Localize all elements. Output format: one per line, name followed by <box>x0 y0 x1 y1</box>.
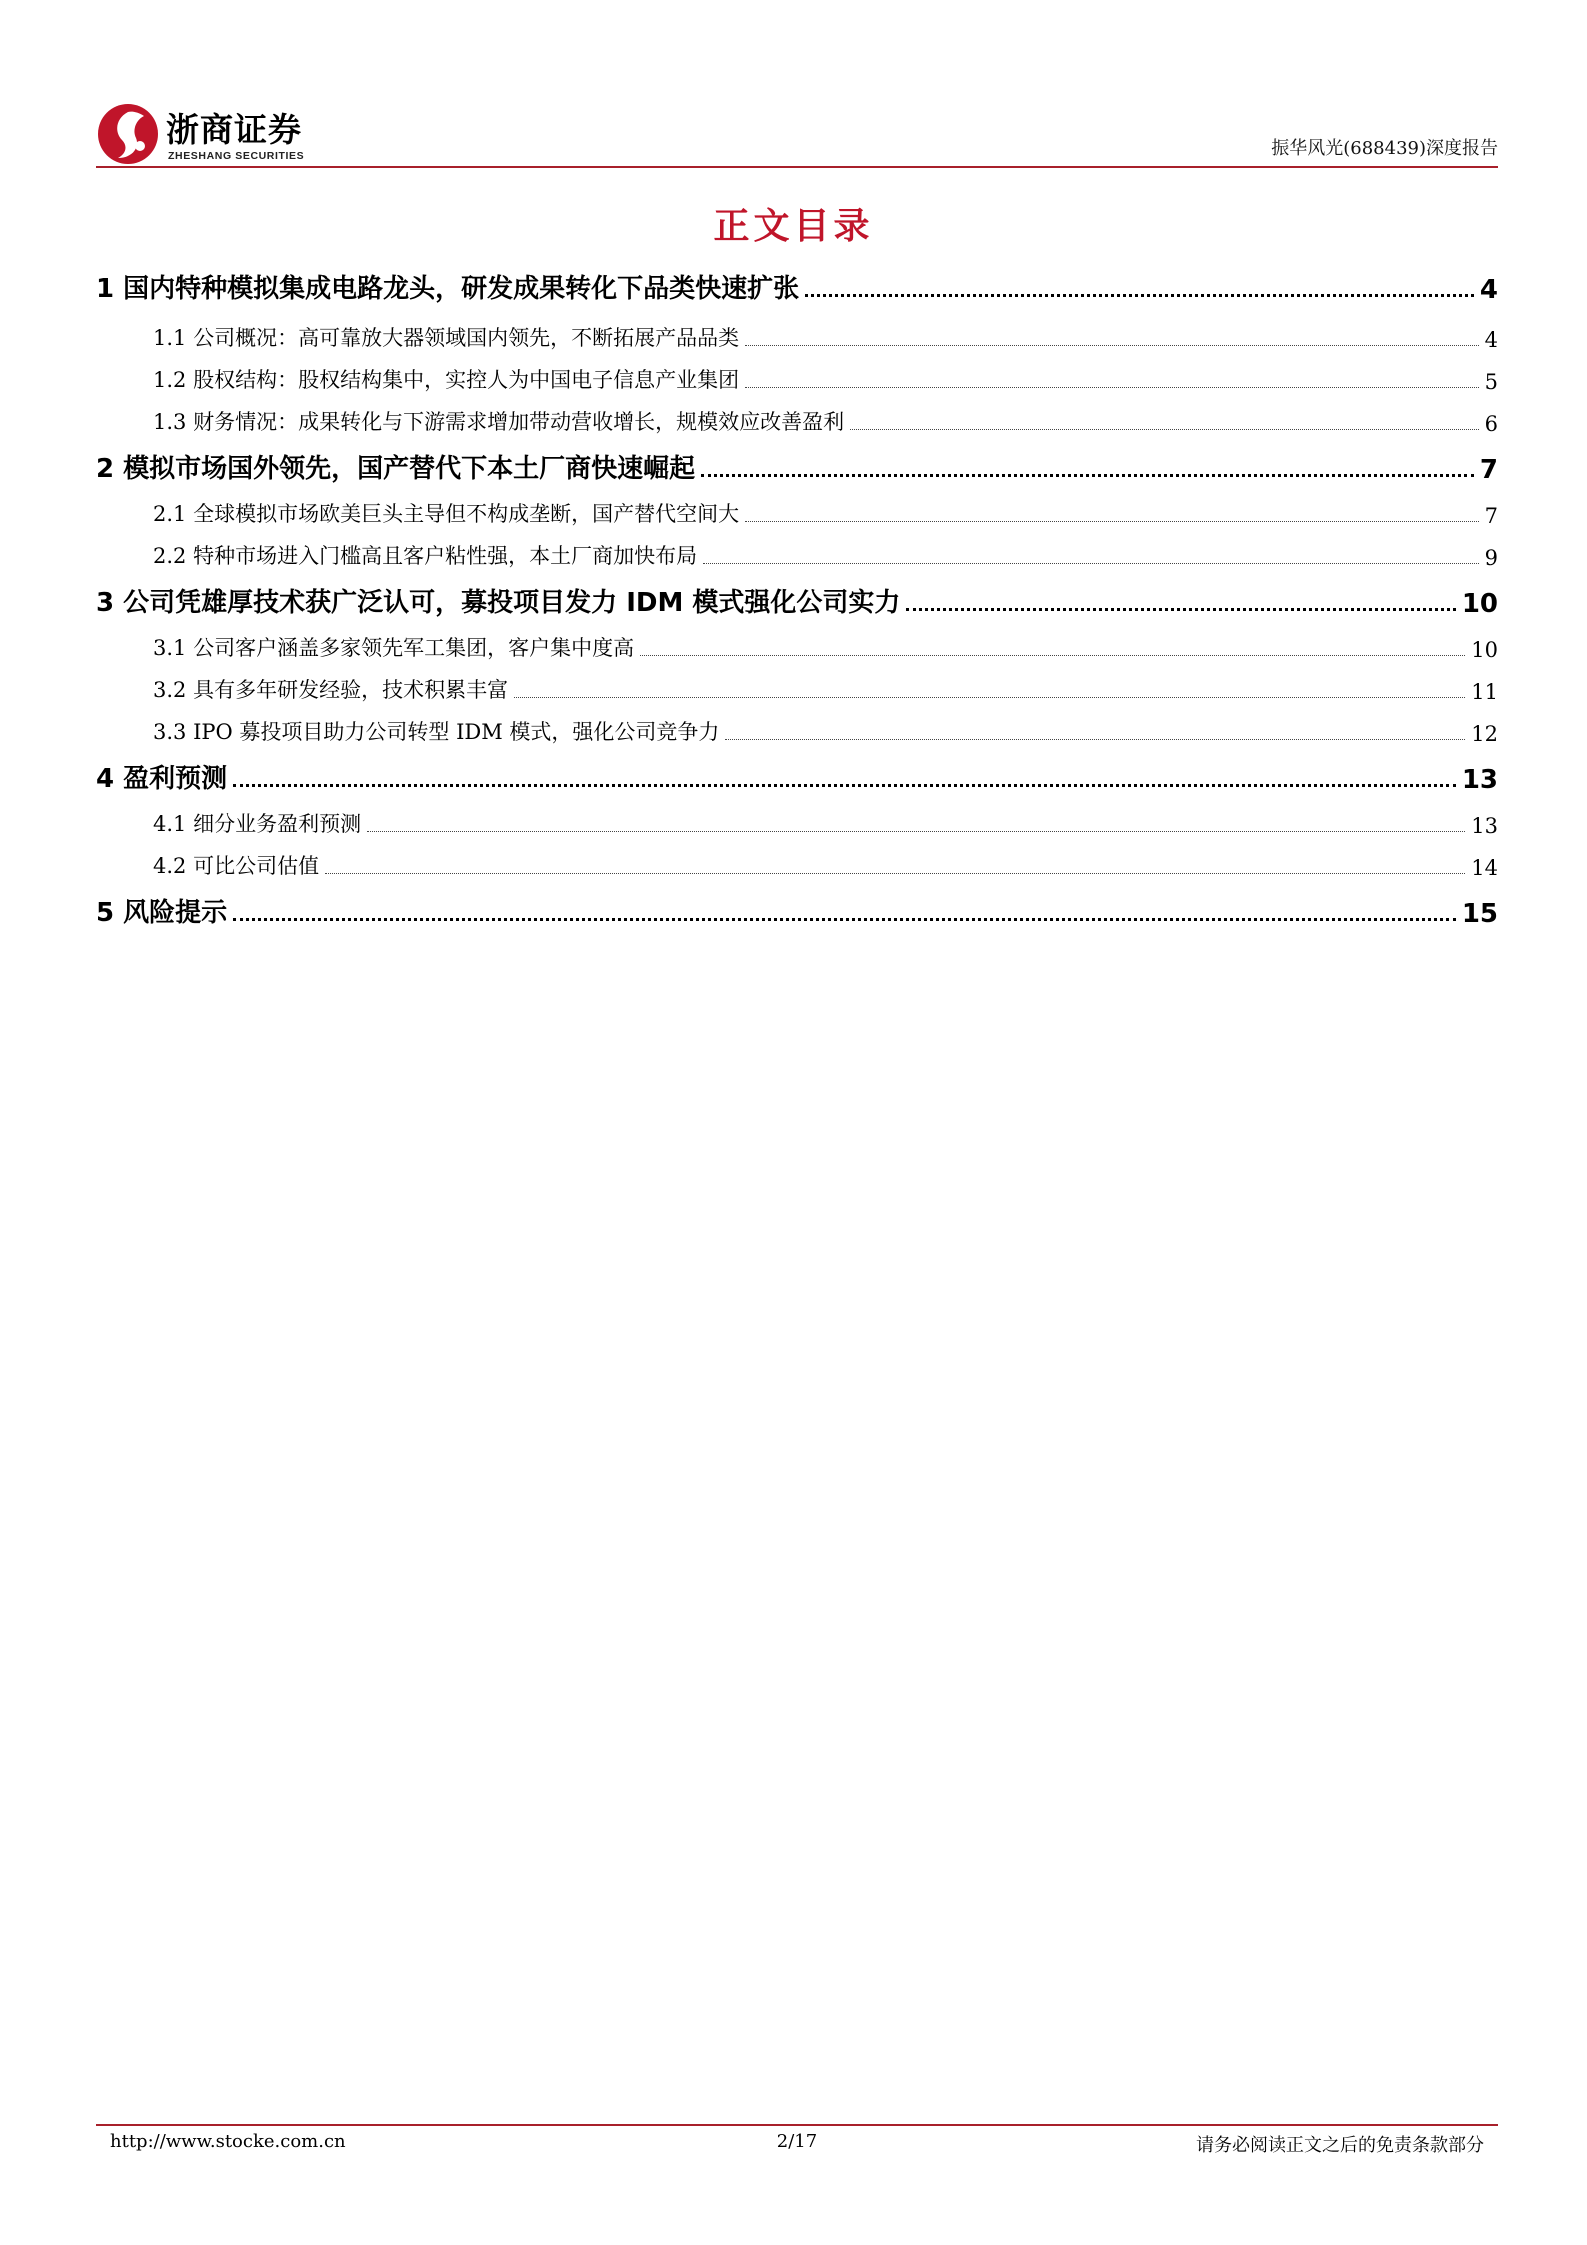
toc-entry-1-2[interactable] <box>96 364 1498 394</box>
footer-disclaimer: 请务必阅读正文之后的免责条款部分 <box>1196 2135 1484 2156</box>
toc-leader-dots <box>906 607 1455 611</box>
toc-entry-2[interactable] <box>96 448 1498 485</box>
toc-entry-page: 6 <box>1484 412 1498 436</box>
toc-entry-page: 12 <box>1471 722 1498 746</box>
toc-entry-5[interactable] <box>96 892 1498 929</box>
toc-entry-4[interactable] <box>96 758 1498 795</box>
toc-title: 正文目录 <box>713 206 874 247</box>
toc-leader-dots <box>703 562 1479 564</box>
toc-entry-2-1[interactable] <box>96 498 1498 528</box>
toc-leader-dots <box>725 738 1465 740</box>
toc-leader-dots <box>367 830 1465 832</box>
toc-entry-page: 15 <box>1461 899 1498 929</box>
toc-entry-page: 7 <box>1484 504 1498 528</box>
page-number: 2/17 <box>776 2131 818 2152</box>
toc-entry-label: 2 模拟市场国外领先，国产替代下本土厂商快速崛起 <box>96 454 696 484</box>
toc-entry-label: 5 风险提示 <box>96 898 228 928</box>
company-logo <box>96 98 336 170</box>
logo-english-name: ZHESHANG SECURITIES <box>168 150 305 162</box>
toc-entry-label: 1.3 财务情况：成果转化与下游需求增加带动营收增长，规模效应改善盈利 <box>153 410 845 434</box>
toc-leader-dots <box>233 783 1456 787</box>
toc-entry-page: 5 <box>1484 370 1498 394</box>
toc-entry-label: 3.2 具有多年研发经验，技术积累丰富 <box>153 678 509 702</box>
toc-entry-page: 10 <box>1471 638 1498 662</box>
toc-entry-1-3[interactable] <box>96 406 1498 436</box>
toc-entry-page: 13 <box>1461 765 1498 795</box>
header-divider <box>96 166 1498 168</box>
toc-entry-1-1[interactable] <box>96 322 1498 352</box>
toc-entry-label: 1.1 公司概况：高可靠放大器领域国内领先，不断拓展产品品类 <box>153 326 740 350</box>
toc-entry-page: 9 <box>1484 546 1498 570</box>
toc-entry-page: 14 <box>1471 856 1498 880</box>
toc-entry-3-1[interactable] <box>96 632 1498 662</box>
toc-entry-label: 2.1 全球模拟市场欧美巨头主导但不构成垄断，国产替代空间大 <box>153 502 740 526</box>
toc-entry-label: 3.3 IPO 募投项目助力公司转型 IDM 模式，强化公司竞争力 <box>153 720 720 744</box>
toc-entry-label: 3 公司凭雄厚技术获广泛认可，募投项目发力 IDM 模式强化公司实力 <box>96 588 901 618</box>
page-footer <box>96 2131 1498 2159</box>
zheshang-logo-icon <box>96 102 160 166</box>
toc-entry-label: 4.2 可比公司估值 <box>153 854 320 878</box>
toc-entry-page: 4 <box>1479 275 1498 305</box>
toc-entry-page: 10 <box>1461 589 1498 619</box>
toc-entry-label: 1.2 股权结构：股权结构集中，实控人为中国电子信息产业集团 <box>153 368 740 392</box>
toc-entry-label: 1 国内特种模拟集成电路龙头，研发成果转化下品类快速扩张 <box>96 274 800 304</box>
toc-entry-page: 11 <box>1471 680 1498 704</box>
toc-leader-dots <box>745 344 1479 346</box>
toc-entry-label: 4.1 细分业务盈利预测 <box>153 812 362 836</box>
toc-leader-dots <box>640 654 1465 656</box>
toc-entry-label: 4 盈利预测 <box>96 764 228 794</box>
toc-entry-4-1[interactable] <box>96 808 1498 838</box>
toc-leader-dots <box>514 696 1465 698</box>
toc-entry-label: 2.2 特种市场进入门槛高且客户粘性强，本土厂商加快布局 <box>153 544 698 568</box>
toc-entry-page: 13 <box>1471 814 1498 838</box>
toc-entry-page: 7 <box>1479 455 1498 485</box>
toc-leader-dots <box>325 872 1465 874</box>
footer-website-link[interactable]: http://www.stocke.com.cn <box>110 2131 346 2152</box>
toc-entry-page: 4 <box>1484 328 1498 352</box>
toc-entry-3-3[interactable] <box>96 716 1498 746</box>
report-title: 振华风光(688439)深度报告 <box>1271 138 1498 159</box>
toc-leader-dots <box>745 386 1479 388</box>
toc-entry-3[interactable] <box>96 582 1498 619</box>
toc-entry-1[interactable] <box>96 268 1498 305</box>
toc-leader-dots <box>850 428 1479 430</box>
footer-divider <box>96 2124 1498 2126</box>
toc-entry-4-2[interactable] <box>96 850 1498 880</box>
toc-leader-dots <box>233 917 1456 921</box>
toc-leader-dots <box>701 473 1474 477</box>
logo-chinese-name: 浙商证券 <box>166 110 302 149</box>
toc-entry-2-2[interactable] <box>96 540 1498 570</box>
toc-entry-3-2[interactable] <box>96 674 1498 704</box>
toc-leader-dots <box>805 293 1474 297</box>
page-header <box>96 98 1498 170</box>
toc-entry-label: 3.1 公司客户涵盖多家领先军工集团，客户集中度高 <box>153 636 635 660</box>
toc-leader-dots <box>745 520 1479 522</box>
